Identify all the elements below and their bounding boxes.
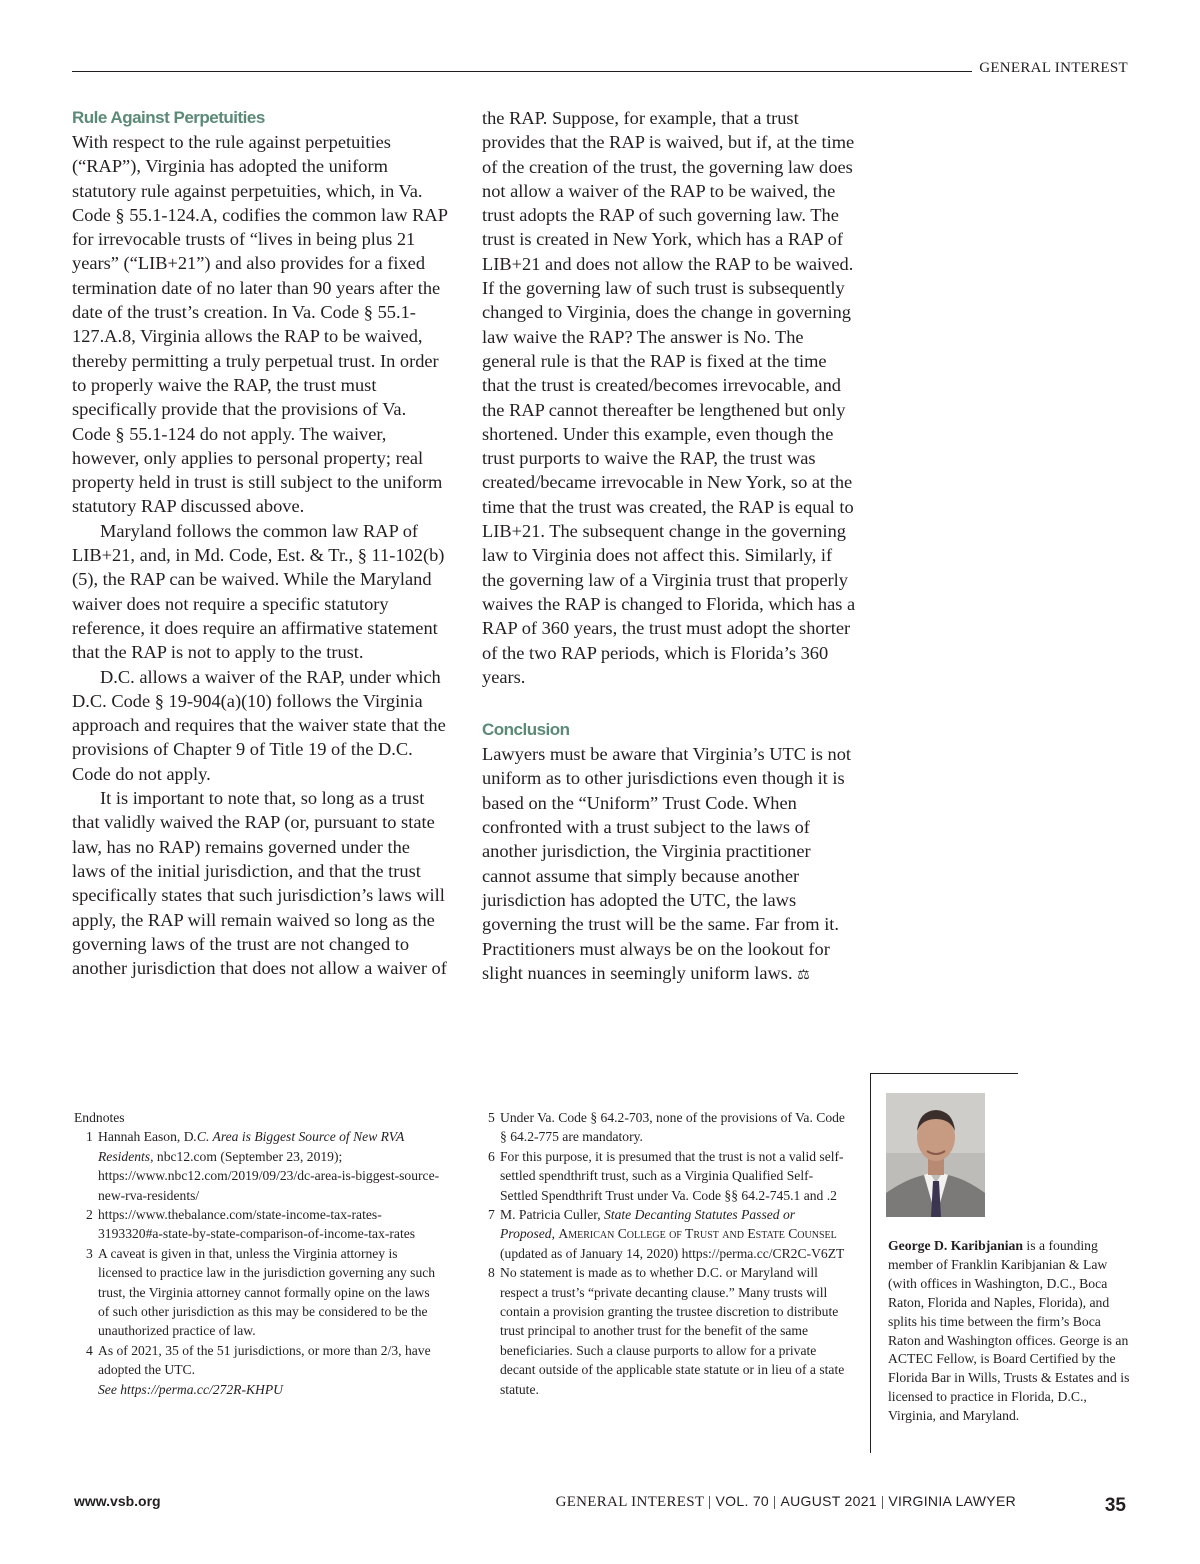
heading-rule-against-perpetuities: Rule Against Perpetuities <box>72 108 265 127</box>
endnote-item: 1 Hannah Eason, D.C. Area is Biggest Source of New RVA Residents, nbc12.com (September 23, 2019); https://www.nbc12.com/2019/09/23/dc-area-is-biggest-source-new-rva-residents/ <box>86 1129 440 1203</box>
endnotes-left <box>74 1108 444 1399</box>
paragraph: the RAP. Suppose, for example, that a trust provides that the RAP is waived, but if, at the time of the creation of the trust, the governing law does not allow a waiver of the RAP to be waived, the trust adopts the RAP of such governing law. The trust is created in New York, which has a RAP of LIB+21 and does not allow the RAP to be waived. If the governing law of such trust is subsequently changed to Virginia, does the change in governing law waive the RAP? The answer is No. The general rule is that the RAP is fixed at the time that the trust is created/becomes irrevocable, and the RAP cannot thereafter be lengthened but only shortened. Under this example, even though the trust purports to waive the RAP, the trust was created/became irrevocable in New York, so at the time that the trust was created, the RAP is equal to LIB+21. The subsequent change in the governing law to Virginia does not affect this. Similarly, if the governing law of a Virginia trust that properly waives the RAP is changed to Florida, which has a RAP of 360 years, the trust must adopt the shorter of the two RAP periods, which is Florida’s 360 years. <box>482 108 856 687</box>
endnote-item: 7 M. Patricia Culler, State Decanting Statutes Passed or Proposed, American College of Trust and Estate Counsel (updated as of January 14, 2020) https://perma.cc/CR2C-V6ZT <box>488 1207 845 1261</box>
section-label: GENERAL INTEREST <box>979 60 1128 76</box>
paragraph: It is important to note that, so long as a trust that validly waived the RAP (or, pursuant to state law, has no RAP) remains governed under the laws of the initial jurisdiction, and that the trust specifically states that such jurisdiction’s laws will apply, the RAP will remain waived so long as the governing laws of the trust are not changed to another jurisdiction that does not allow a waiver of <box>72 788 447 979</box>
header-rule <box>72 71 972 72</box>
article-column-left <box>72 106 448 980</box>
paragraph: D.C. allows a waiver of the RAP, under which D.C. Code § 19-904(a)(10) follows the Virginia approach and requires that the waiver state that the provisions of Chapter 9 of Title 19 of the D.C. Code do not apply. <box>72 666 446 784</box>
footer-publication-info: GENERAL INTEREST | VOL. 70 | AUGUST 2021 | VIRGINIA LAWYER <box>555 1493 1016 1510</box>
paragraph: Maryland follows the common law RAP of LIB+21, and, in Md. Code, Est. & Tr., § 11-102(b)(5), the RAP can be waived. While the Maryland waiver does not require a specific statutory reference, it does require an affirmative statement that the RAP is not to apply to the trust. <box>72 520 445 663</box>
footer-site: www.vsb.org <box>74 1493 161 1509</box>
endnote-item: 6 For this purpose, it is presumed that the trust is not a valid self-settled spendthrift trust, such as a Virginia Qualified Self-Settled Spendthrift Trust under Va. Code §§ 64.2-745.1 and .2 <box>488 1148 844 1203</box>
author-name: George D. Karibjanian <box>888 1238 1023 1253</box>
endnote-item: 3 A caveat is given in that, unless the Virginia attorney is licensed to practice law in the jurisdiction governing any such trust, the Virginia attorney cannot formally opine on the laws of such other jurisdiction as this may be considered to be the unauthorized practice of law. <box>86 1245 436 1339</box>
endnote-item: 2 https://www.thebalance.com/state-income-tax-rates-3193320#a-state-by-state-comparison-of-income-tax-rates <box>86 1207 416 1242</box>
author-photo <box>886 1093 985 1217</box>
endnote-item: 8 No statement is made as to whether D.C. or Maryland will respect a trust’s “private decanting clause.” Many trusts will contain a provision granting the trustee discretion to distribute trust principal to another trust for the benefit of the same beneficiaries. Such a clause purports to allow for a private decant outside of the applicable state statute or in lieu of a state statute. <box>488 1265 845 1397</box>
heading-conclusion: Conclusion <box>482 720 570 740</box>
author-bio: George D. Karibjanian is a founding member of Franklin Karibjanian & Law (with offices in Washington, D.C., Boca Raton, Florida and Naples, Florida), and splits his time between the firm’s Boca Raton and Washington offices. George is an ACTEC Fellow, is Board Certified by the Florida Bar in Wills, Trusts & Estates and is licensed to practice in Florida, D.C., Virginia, and Maryland. <box>888 1238 1130 1424</box>
endnote-item: 4 As of 2021, 35 of the 51 jurisdictions, or more than 2/3, have adopted the UTC. See https://perma.cc/272R-KHPU <box>86 1342 431 1397</box>
article-column-right <box>482 106 858 987</box>
endnotes-title: Endnotes <box>74 1110 125 1125</box>
paragraph: With respect to the rule against perpetuities (“RAP”), Virginia has adopted the uniform statutory rule against perpetuities, which, in Va. Code § 55.1-124.A, codifies the common law RAP for irrevocable trusts of “lives in being plus 21 years” (“LIB+21”) and also provides for a fixed termination date of no later than 90 years after the date of the trust’s creation. In Va. Code § 55.1-127.A.8, Virginia allows the RAP to be waived, thereby permitting a truly perpetual trust. In order to properly waive the RAP, the trust must specifically provide that the provisions of Va. Code § 55.1-124 do not apply. The waiver, however, only applies to personal property; real property held in trust is still subject to the uniform statutory RAP discussed above. <box>72 132 448 517</box>
bio-frame <box>870 1073 871 1453</box>
scales-icon: ⚖ <box>797 966 810 983</box>
bio-frame <box>870 1073 1018 1074</box>
page-number: 35 <box>1104 1495 1126 1516</box>
paragraph: Lawyers must be aware that Virginia’s UTC is not uniform as to other jurisdictions even though it is based on the “Uniform” Trust Code. When confronted with a trust subject to the laws of another jurisdiction, the Virginia practitioner cannot assume that simply because another jurisdiction has adopted the UTC, the laws governing the trust will be the same. Far from it. Practitioners must always be on the lookout for slight nuances in seemingly uniform laws. ⚖ <box>482 744 852 983</box>
endnotes-right <box>476 1108 848 1399</box>
endnote-item: 5 Under Va. Code § 64.2-703, none of the provisions of Va. Code § 64.2-775 are mandatory. <box>488 1110 845 1145</box>
